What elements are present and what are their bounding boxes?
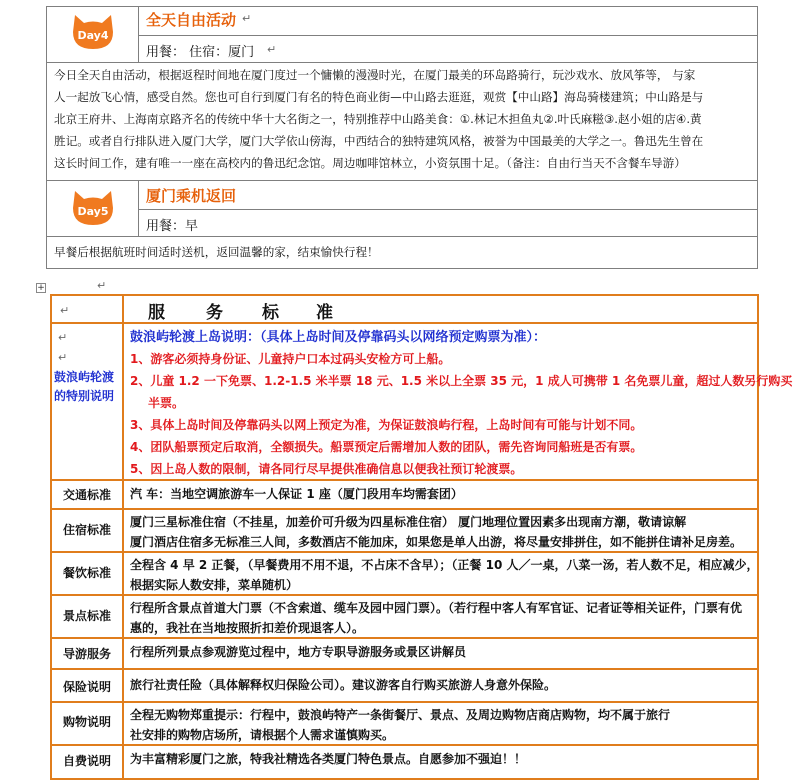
day5-title: 厦门乘机返回 — [146, 187, 237, 205]
content-line: 行程所含景点首道大门票（不含索道、缆车及园中园门票）。（若行程中客人有军官证、记者证等相关证件，门票有优 — [130, 601, 743, 615]
ferry-item: 1、游客必须持身份证、儿童持户口本过码头安检方可上船。 — [130, 352, 451, 366]
day4-description — [54, 64, 754, 174]
service-header — [148, 298, 348, 323]
day5-badge-icon — [70, 188, 116, 228]
ferry-label: 鼓浪屿轮渡的特别说明 — [54, 370, 115, 403]
day4-badge-label: Day4 — [77, 29, 109, 42]
paragraph-line: 胜记。或者自行排队进入厦门大学，厦门大学依山傍海，中西结合的独特建筑风格，被誉为中国最美的大学之一。鲁迅先生曾在 — [54, 134, 704, 148]
row-label-insurance: 保险说明 — [62, 680, 111, 694]
content-line: 社安排的购物店场所，请根据个人需求谨慎购买。 — [130, 728, 395, 742]
row-label-sights: 景点标准 — [62, 609, 111, 623]
day4-badge-icon — [70, 12, 116, 52]
header-char: 服 — [148, 303, 165, 323]
row-content-lodging — [130, 512, 742, 552]
row-label-guide: 导游服务 — [62, 647, 111, 661]
pilcrow-mark: ↵ — [97, 279, 107, 292]
paragraph-line: 北京王府井、上海南京路齐名的传统中华十大名街之一，特别推荐中山路美食：①.林记木担鱼丸②.叶氏麻糍③.赵小姐的店④.黄 — [54, 112, 702, 126]
row-content-guide: 行程所列景点参观游览过程中，地方专职导游服务或景区讲解员 — [130, 645, 467, 659]
row-content-optional: 为丰富精彩厦门之旅，特我社精选各类厦门特色景点。自愿参加不强迫！！ — [130, 752, 527, 766]
day5-badge-label: Day5 — [77, 205, 109, 218]
row-content-transport: 汽 车：当地空调旅游车一人保证 1 座（厦门段用车均需套团） — [130, 487, 463, 501]
paragraph-line: 今日全天自由活动，根据返程时间地在厦门度过一个慵懒的漫漫时光，在厦门最美的环岛路骑行，玩沙戏水、放风筝等， 与家 — [54, 68, 696, 82]
pilcrow-mark: ↵ — [58, 351, 68, 364]
ferry-items — [130, 348, 792, 480]
day4-title: 全天自由活动 — [146, 11, 237, 29]
ferry-item: 3、具体上岛时间及停靠码头以网上预定为准，为保证鼓浪屿行程，上岛时间有可能与计划不同。 — [130, 418, 643, 432]
content-line: 全程含 4 早 2 正餐，（早餐费用不用不退，不占床不含早）；（正餐 10 人／一桌，八菜一汤，若人数不足，相应减少， — [130, 558, 759, 572]
paragraph-line: 人一起放飞心情，感受自然。您也可自行到厦门有名的特色商业街—中山路去逛逛，观赏【中山路】海岛骑楼建筑；中山路是与 — [54, 90, 704, 104]
table-move-handle[interactable]: + — [37, 283, 45, 293]
row-content-insurance: 旅行社责任险（具体解释权归保险公司）。建议游客自行购买旅游人身意外保险。 — [130, 678, 557, 692]
row-label-dining: 餐饮标准 — [62, 566, 111, 580]
day5-description: 早餐后根据航班时间适时送机，返回温馨的家，结束愉快行程！ — [54, 245, 379, 259]
row-label-shopping: 购物说明 — [62, 715, 111, 729]
content-line: 根据实际人数安排，菜单随机） — [130, 578, 299, 592]
content-line: 厦门酒店住宿多无标准三人间，多数酒店不能加床，如果您是单人出游，将尽量安排拼住，如不能拼住请补足房差。 — [130, 535, 743, 549]
day4-meal: 用餐： 住宿：厦门 — [146, 45, 255, 60]
row-content-dining — [130, 555, 758, 595]
row-content-sights — [130, 598, 742, 638]
header-char: 务 — [206, 303, 223, 323]
ferry-item: 5、因上岛人数的限制，请各同行尽早提供准确信息以便我社预订轮渡票。 — [130, 462, 523, 476]
pilcrow-mark: ↵ — [267, 43, 277, 56]
ferry-item: 2、儿童 1.2 一下免票、1.2-1.5 米半票 18 元、1.5 米以上全票 35 元，1 成人可携带 1 名免票儿童，超过人数另行购买 — [130, 374, 793, 388]
content-line: 全程无购物郑重提示：行程中，鼓浪屿特产一条街餐厅、景点、及周边购物店商店购物，均不属于旅行 — [130, 708, 671, 722]
row-label-optional: 自费说明 — [62, 754, 111, 768]
pilcrow-mark: ↵ — [58, 331, 68, 344]
header-char: 标 — [262, 303, 279, 323]
row-label-transport: 交通标准 — [62, 488, 111, 502]
paragraph-line: 这长时间工作，建有唯一一座在高校内的鲁迅纪念馆。周边咖啡馆林立，小资氛围十足。（备注：自由行当天不含餐车导游） — [54, 156, 686, 170]
pilcrow-mark: ↵ — [60, 304, 70, 317]
row-content-shopping — [130, 705, 670, 745]
day5-meal: 用餐：早 — [146, 219, 199, 234]
header-char: 准 — [316, 303, 333, 323]
ferry-heading: 鼓浪屿轮渡上岛说明：（具体上岛时间及停靠码头以网络预定购票为准）： — [130, 330, 547, 345]
row-label-lodging: 住宿标准 — [62, 523, 111, 537]
ferry-item: 4、团队船票预定后取消，全额损失。船票预定后需增加人数的团队，需先咨询同船班是否有票。 — [130, 440, 643, 454]
content-line: 厦门三星标准住宿（不挂星，加差价可升级为四星标准住宿） 厦门地理位置因素多出现南方潮，敬请谅解 — [130, 515, 687, 529]
pilcrow-mark: ↵ — [242, 12, 252, 25]
ferry-item: 半票。 — [148, 396, 185, 410]
content-line: 惠的，我社在当地按照折扣差价现退客人）。 — [130, 621, 365, 635]
